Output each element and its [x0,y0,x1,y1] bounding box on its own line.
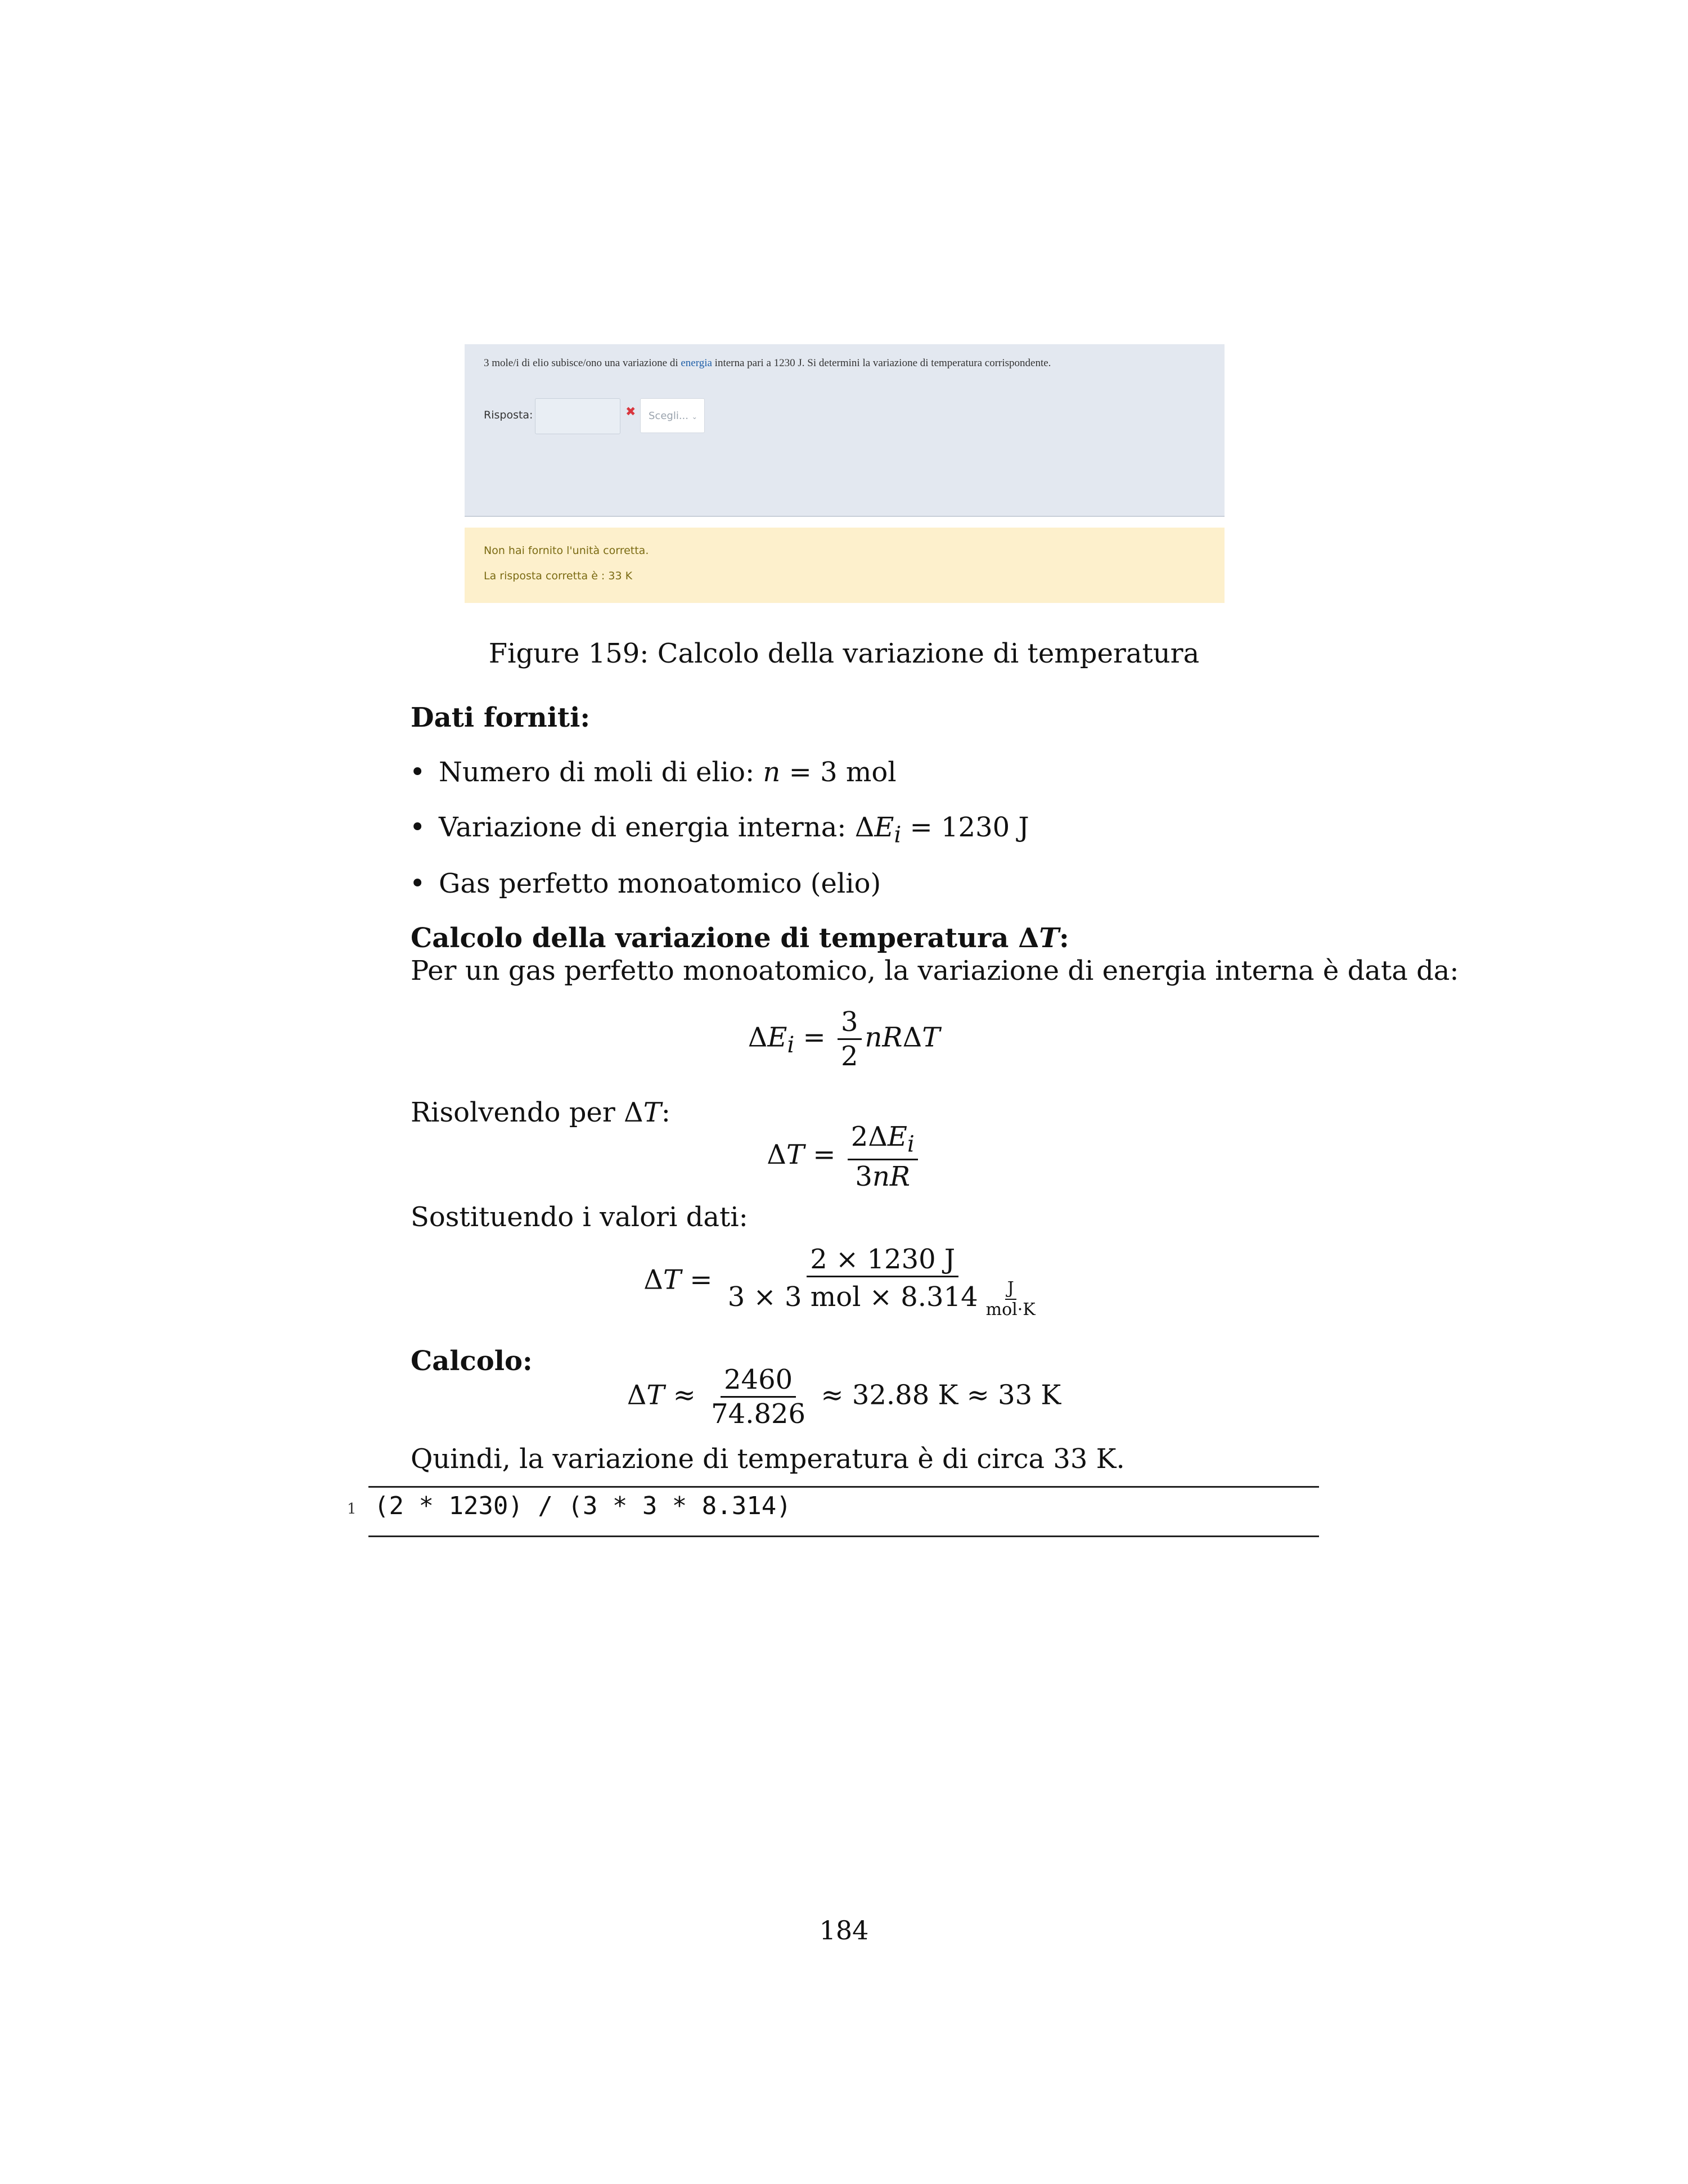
section-heading-calc: Calcolo della variazione di temperatura ΔT: [411,922,1069,954]
section-heading-result: Calcolo: [411,1345,533,1377]
answer-input[interactable] [535,398,620,434]
list-item: Gas perfetto monoatomico (elio) [439,868,881,899]
conclusion-text: Quindi, la variazione di temperatura è di circa 33 K. [411,1443,1125,1475]
page-number: 184 [819,1915,869,1946]
solve-text: Risolvendo per ΔT: [411,1097,670,1128]
question-keyword[interactable]: energia [681,357,712,369]
code-line: (2 * 1230) / (3 * 3 * 8.314) [374,1492,791,1520]
unit-select-label: Scegli... [649,410,688,422]
chevron-down-icon: ⌄ [691,413,697,421]
bullet-icon: • [409,812,426,843]
equation-substitute: ΔT = 2 × 1230 J 3 × 3 mol × 8.314 $\frac{J}{\text{mol·K}}$ [643,1244,1036,1320]
response-label: Risposta: [484,409,533,421]
equation-energy: $\Delta E_i$ = $\frac{3}{2}$ nRΔT [748,1006,940,1073]
equation-solve: ΔT = $\frac{2\Delta E_i}{3nR}$ [0,1123,1688,1191]
code-line-number: 1 [347,1501,357,1517]
unit-select[interactable] [640,398,705,433]
figure-caption: Figure 159: Calcolo della variazione di temperatura [488,638,1200,669]
wrong-answer-icon: ✖ [625,405,636,419]
substitute-text: Sostituendo i valori dati: [411,1201,748,1233]
quiz-question: 3 mole/i di elio subisce/ono una variazione di energia interna pari a 1230 J. Si determini la variazione di temperatura corrispondente. [484,357,1051,369]
code-bottom-rule [368,1535,1319,1537]
feedback-box [465,528,1225,603]
list-item: Variazione di energia interna: $\Delta E_i = 1230$ J [439,812,1029,848]
feedback-line-1: Non hai fornito l'unità corretta. [484,544,649,557]
bullet-icon: • [409,868,426,899]
list-item: Numero di moli di elio: n = 3 mol [439,756,897,788]
section-heading-data: Dati forniti: [411,702,591,733]
equation-result: ΔT ≈ $\frac{2460}{74.826}$ ≈ 32.88 K ≈ 33 K [627,1364,1061,1430]
feedback-line-2: La risposta corretta è : 33 K [484,570,633,582]
bullet-icon: • [409,756,426,788]
intro-text: Per un gas perfetto monoatomico, la variazione di energia interna è data da: [411,955,1459,987]
code-top-rule [368,1486,1319,1488]
quiz-screenshot [465,344,1225,517]
